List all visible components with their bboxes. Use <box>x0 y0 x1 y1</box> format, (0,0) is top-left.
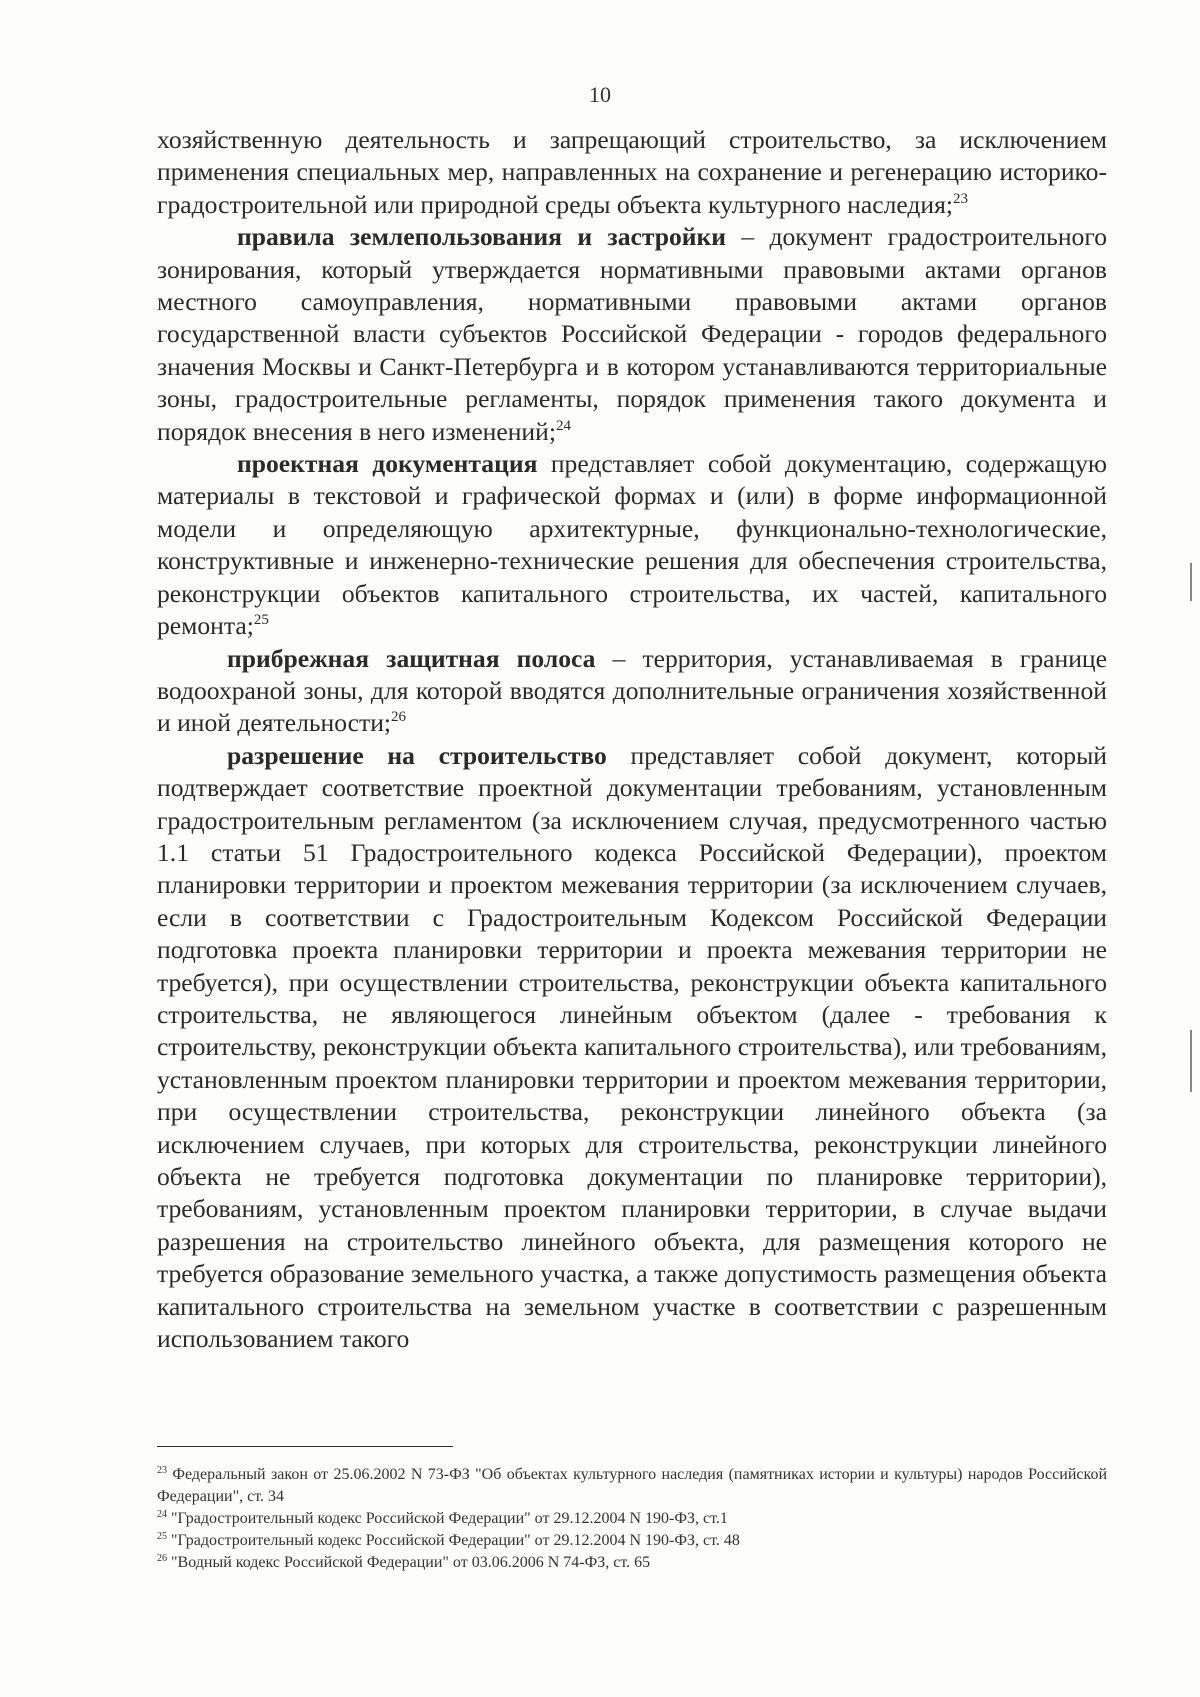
definition-paragraph <box>157 221 1107 448</box>
definition-paragraph <box>157 643 1107 740</box>
definition-text: – территория, устанавливаемая в границе водоохраной зоны, для которой вводятся дополнительные ограничения хозяйственной и иной деятельности; <box>157 643 1107 738</box>
definition-paragraph <box>157 740 1107 1356</box>
footnote <box>157 1530 1107 1552</box>
footnote-text: "Градостроительный кодекс Российской Федерации" от 29.12.2004 N 190-ФЗ, ст. 48 <box>167 1532 740 1549</box>
footnotes <box>157 1464 1107 1574</box>
definition-text: представляет собой документ, который подтверждает соответствие проектной документации требованиям, установленным градостроительным регламентом (за исключением случая, предусмотренного частью 1.1 статьи 51 Градостроительного кодекса Российской Федерации), проектом планировки территории и проектом межевания территории (за исключением случаев, если в соответствии с Градостроительным Кодексом Российской Федерации подготовка проекта планировки территории и проекта межевания территории не требуется), при осуществлении строительства, реконструкции объекта капитального строительства, не являющегося линейным объектом (далее - требования к строительству, реконструкции объекта капитального строительства), или требованиям, установленным проектом планировки территории и проектом межевания территории, при осуществлении строительства, реконструкции линейного объекта (за исключением случаев, при которых для строительства, реконструкции линейного объекта не требуется подготовка документации по планировке территории), требованиям, установленным проектом планировки территории, в случае выдачи разрешения на строительство линейного объекта, для размещения которого не требуется образование земельного участка, а также допустимость размещения объекта капитального строительства на земельном участке в соответствии с разрешенным использованием такого <box>157 740 1107 1354</box>
footnote-ref: 26 <box>391 709 407 726</box>
footnote-ref: 25 <box>253 612 269 629</box>
footnote-number: 24 <box>157 1509 167 1520</box>
definition-term: разрешение на строительство <box>227 740 607 770</box>
continuation-text: хозяйственную деятельность и запрещающий строительство, за исключением применения специальных мер, направленных на сохранение и регенерацию историко-градостроительной или природной среды объекта культурного наследия; <box>157 125 1107 219</box>
continuation-paragraph <box>157 124 1107 221</box>
definition-paragraph <box>157 448 1107 642</box>
definition-term: прибрежная защитная полоса <box>227 643 596 673</box>
footnote-text: Федеральный закон от 25.06.2002 N 73-ФЗ "Об объектах культурного наследия (памятниках истории и культуры) народов Российской Федерации", ст. 34 <box>157 1466 1107 1505</box>
page-number: 10 <box>589 82 611 107</box>
body-text <box>157 124 1107 1355</box>
footnote-number: 26 <box>157 1553 167 1564</box>
footnote <box>157 1508 1107 1530</box>
scan-artifact <box>1190 563 1192 601</box>
footnote-number: 25 <box>157 1531 167 1542</box>
footnote-ref: 24 <box>555 417 571 434</box>
footnote-ref: 23 <box>953 190 968 207</box>
footnote-separator <box>157 1446 453 1447</box>
footnote-text: "Водный кодекс Российской Федерации" от 03.06.2006 N 74-ФЗ, ст. 65 <box>167 1554 651 1571</box>
footnote-text: "Градостроительный кодекс Российской Федерации" от 29.12.2004 N 190-ФЗ, ст.1 <box>167 1510 728 1527</box>
definition-term: проектная документация <box>237 449 538 479</box>
footnote <box>157 1464 1107 1508</box>
footnote <box>157 1552 1107 1574</box>
definition-text: представляет собой документацию, содержащую материалы в текстовой и графической формах и (или) в форме информационной модели и определяющую архитектурные, функционально-технологические, конструктивные и инженерно-технические решения для обеспечения строительства, реконструкции объектов капитального строительства, их частей, капитального ремонта; <box>157 449 1107 641</box>
definition-term: правила землепользования и застройки <box>237 222 726 252</box>
scan-artifact <box>1190 1030 1192 1092</box>
footnote-number: 23 <box>157 1465 167 1476</box>
definition-text: – документ градостроительного зонирования, который утверждается нормативными правовыми актами органов местного самоуправления, нормативными правовыми актами органов государственной власти субъектов Российской Федерации - городов федерального значения Москвы и Санкт-Петербурга и в котором устанавливаются территориальные зоны, градостроительные регламенты, порядок применения такого документа и порядок внесения в него изменений; <box>157 222 1107 446</box>
